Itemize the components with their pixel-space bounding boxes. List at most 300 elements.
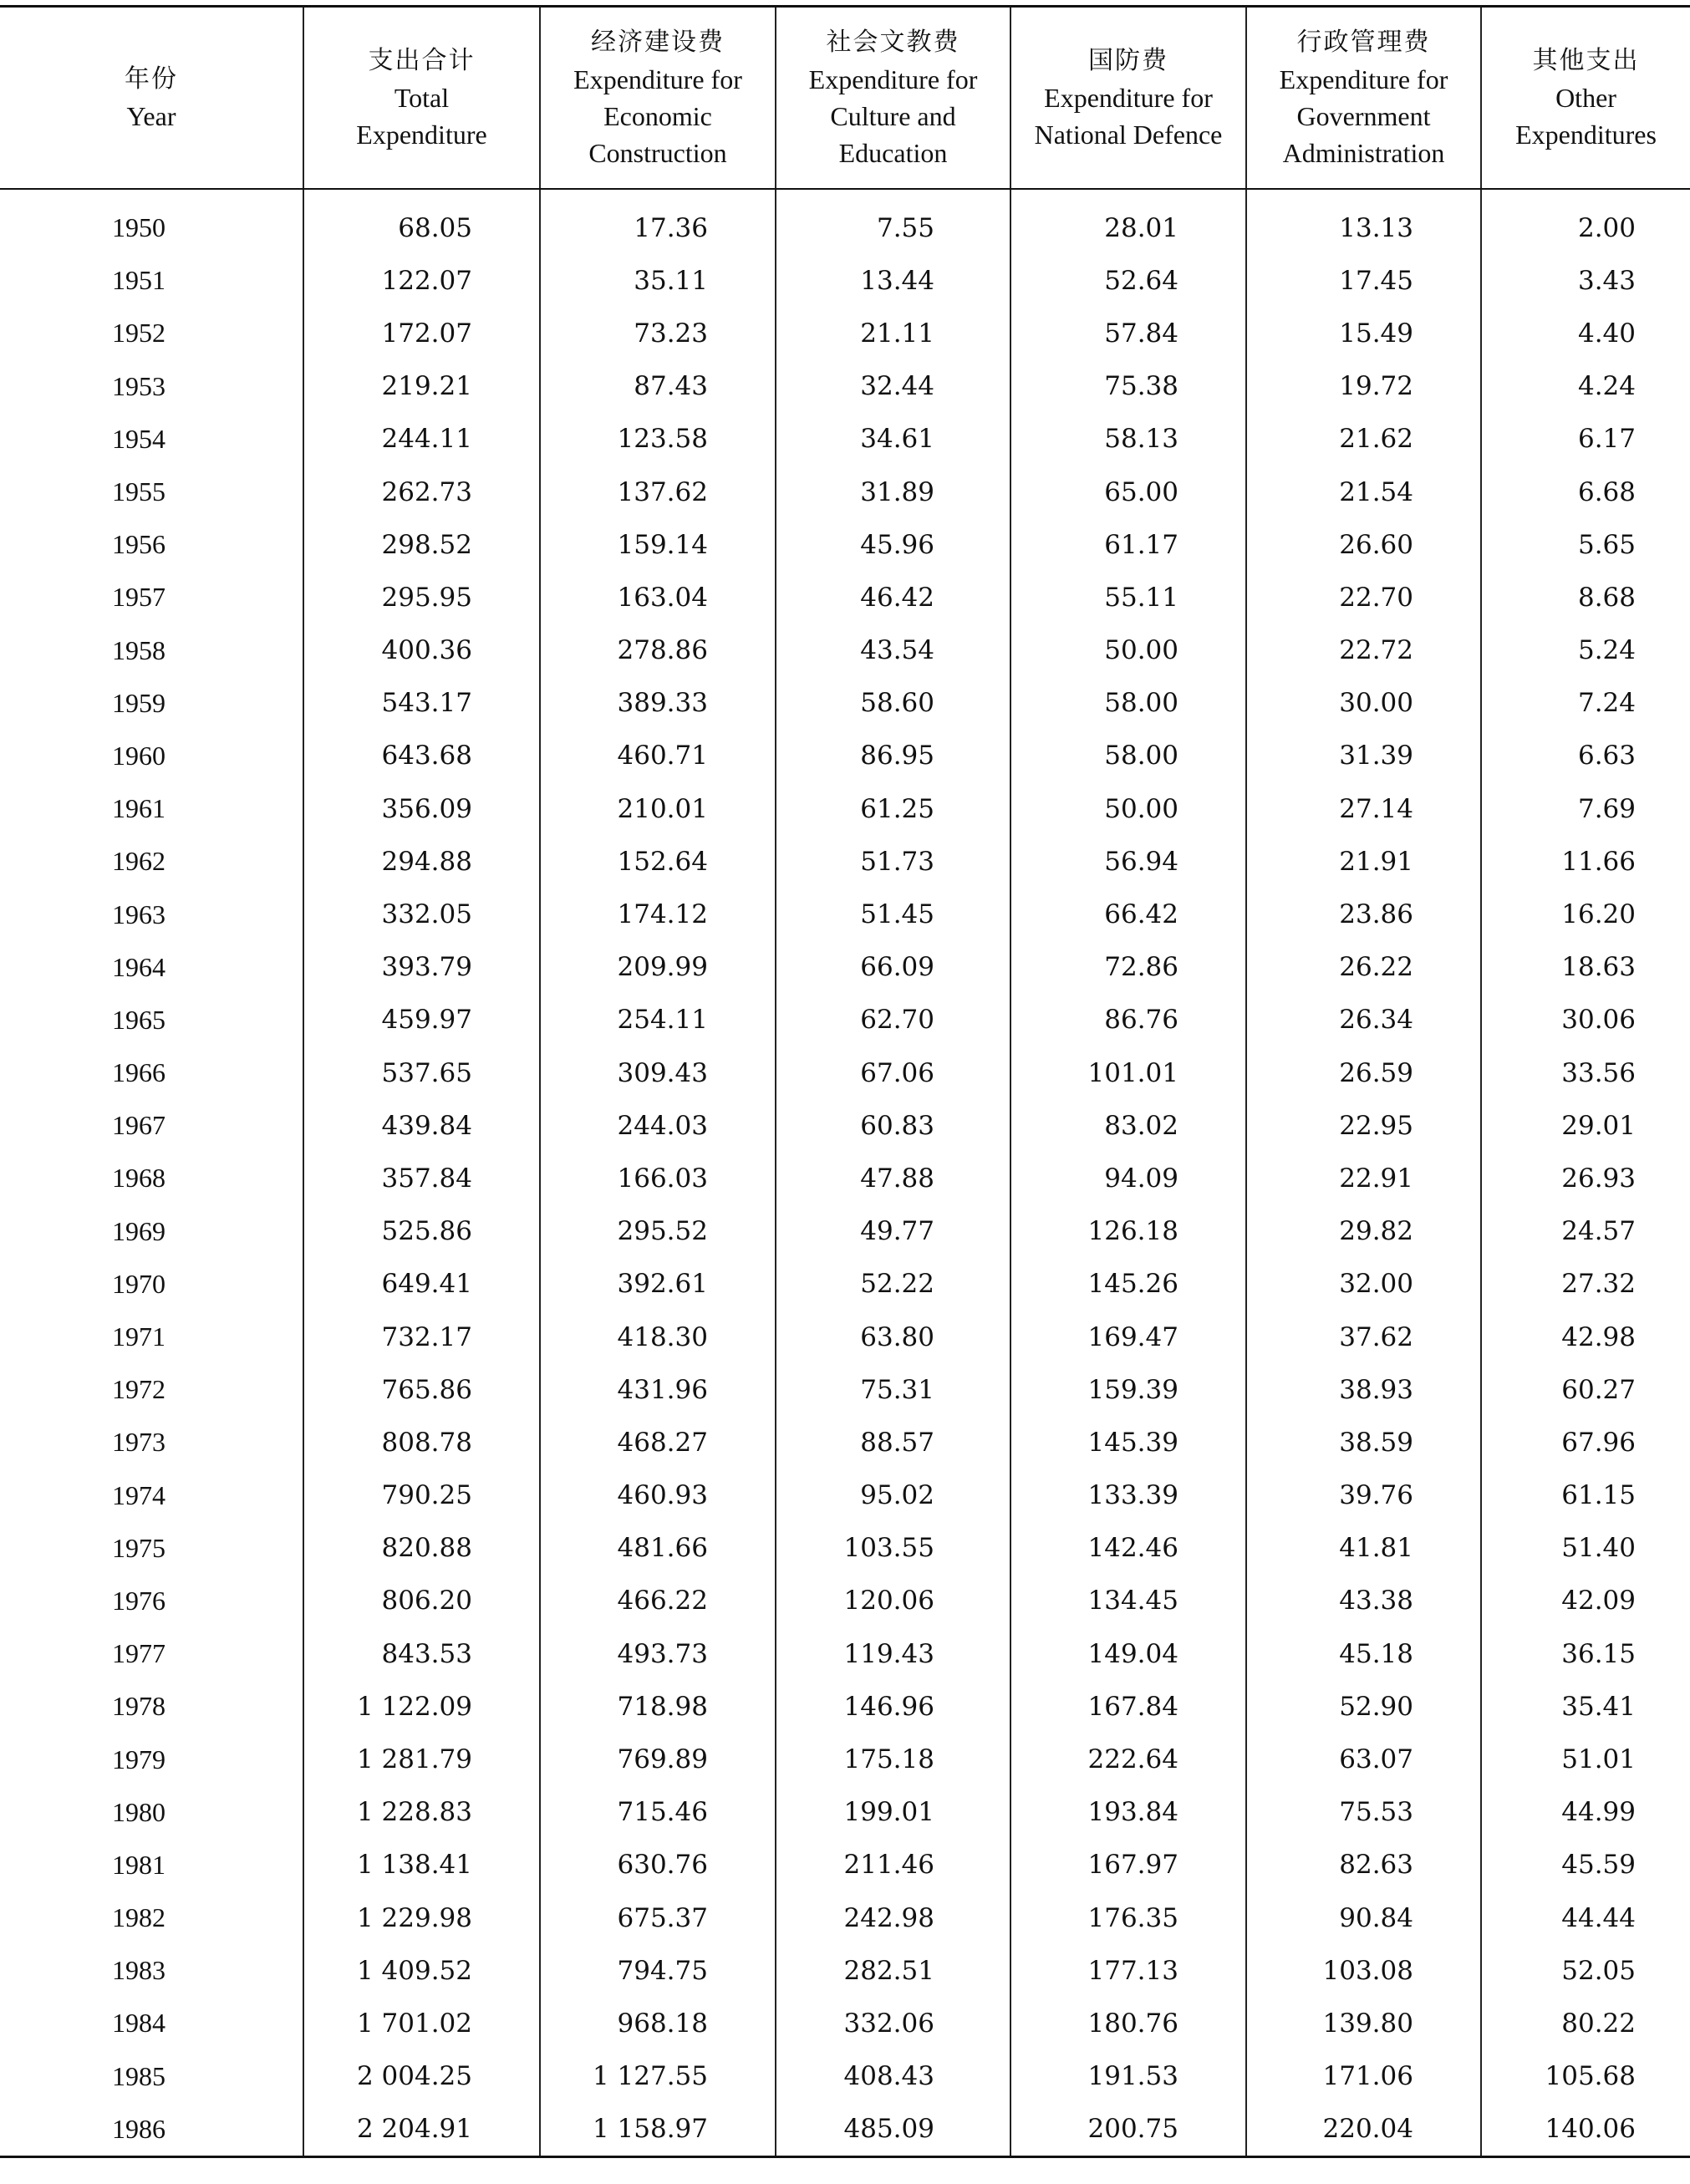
culture-cell: 13.44 [776, 254, 1010, 307]
admin-cell: 23.86 [1246, 888, 1481, 940]
table-row [0, 1891, 1690, 1944]
culture-cell: 75.31 [776, 1363, 1010, 1416]
table-row [0, 254, 1690, 307]
other-cell: 42.09 [1481, 1575, 1690, 1627]
header-other [1481, 7, 1690, 190]
other-cell: 51.01 [1481, 1733, 1690, 1785]
year-cell: 1976 [112, 1585, 165, 1616]
admin-cell: 37.62 [1246, 1311, 1481, 1363]
table-row [0, 782, 1690, 835]
defence-cell: 83.02 [1010, 1099, 1246, 1152]
admin-cell: 45.18 [1246, 1627, 1481, 1680]
header-other-en-1: Other [1555, 83, 1616, 113]
header-total-en-1: Total [394, 83, 450, 113]
year-cell: 1956 [112, 529, 165, 560]
total-cell: 543.17 [303, 677, 540, 730]
total-cell: 1 228.83 [303, 1786, 540, 1839]
year-cell: 1983 [112, 1955, 165, 1986]
culture-cell: 103.55 [776, 1522, 1010, 1575]
other-cell: 51.40 [1481, 1522, 1690, 1575]
defence-cell: 222.64 [1010, 1733, 1246, 1785]
year-cell: 1965 [112, 1004, 165, 1035]
economic-cell: 466.22 [540, 1575, 776, 1627]
table-row [0, 413, 1690, 466]
culture-cell: 45.96 [776, 518, 1010, 571]
economic-cell: 460.71 [540, 730, 776, 782]
defence-cell: 55.11 [1010, 571, 1246, 624]
culture-cell: 47.88 [776, 1152, 1010, 1204]
header-year [0, 7, 303, 190]
defence-cell: 167.97 [1010, 1839, 1246, 1891]
table-row [0, 677, 1690, 730]
year-cell: 1972 [112, 1374, 165, 1405]
economic-cell: 1 158.97 [540, 2103, 776, 2157]
year-cell: 1961 [112, 793, 165, 824]
culture-cell: 31.89 [776, 466, 1010, 518]
economic-cell: 254.11 [540, 994, 776, 1046]
culture-cell: 61.25 [776, 782, 1010, 835]
header-culture [776, 7, 1010, 190]
economic-cell: 1 127.55 [540, 2050, 776, 2103]
total-cell: 357.84 [303, 1152, 540, 1204]
economic-cell: 295.52 [540, 1205, 776, 1258]
admin-cell: 22.91 [1246, 1152, 1481, 1204]
economic-cell: 309.43 [540, 1046, 776, 1099]
header-culture-en-2: Culture and [830, 101, 956, 131]
year-cell: 1950 [112, 212, 165, 243]
other-cell: 42.98 [1481, 1311, 1690, 1363]
admin-cell: 171.06 [1246, 2050, 1481, 2103]
table-row [0, 2103, 1690, 2157]
culture-cell: 51.45 [776, 888, 1010, 940]
total-cell: 525.86 [303, 1205, 540, 1258]
defence-cell: 180.76 [1010, 1997, 1246, 2049]
year-cell: 1973 [112, 1427, 165, 1458]
admin-cell: 75.53 [1246, 1786, 1481, 1839]
admin-cell: 52.90 [1246, 1680, 1481, 1733]
admin-cell: 32.00 [1246, 1258, 1481, 1311]
economic-cell: 73.23 [540, 307, 776, 359]
total-cell: 808.78 [303, 1416, 540, 1469]
admin-cell: 220.04 [1246, 2103, 1481, 2157]
total-cell: 732.17 [303, 1311, 540, 1363]
year-cell: 1974 [112, 1479, 165, 1510]
header-total-zh: 支出合计 [368, 46, 476, 75]
other-cell: 27.32 [1481, 1258, 1690, 1311]
culture-cell: 119.43 [776, 1627, 1010, 1680]
table-row [0, 994, 1690, 1046]
table-row [0, 1522, 1690, 1575]
year-cell: 1962 [112, 846, 165, 877]
table-row [0, 1839, 1690, 1891]
total-cell: 294.88 [303, 835, 540, 888]
table-row [0, 571, 1690, 624]
culture-cell: 21.11 [776, 307, 1010, 359]
culture-cell: 52.22 [776, 1258, 1010, 1311]
culture-cell: 7.55 [776, 189, 1010, 254]
table-row [0, 941, 1690, 994]
header-culture-zh: 社会文教费 [826, 28, 960, 57]
year-cell: 1959 [112, 687, 165, 718]
total-cell: 1 138.41 [303, 1839, 540, 1891]
total-cell: 806.20 [303, 1575, 540, 1627]
defence-cell: 169.47 [1010, 1311, 1246, 1363]
economic-cell: 152.64 [540, 835, 776, 888]
header-row [0, 7, 1690, 190]
other-cell: 4.40 [1481, 307, 1690, 359]
economic-cell: 418.30 [540, 1311, 776, 1363]
admin-cell: 26.59 [1246, 1046, 1481, 1099]
year-cell: 1980 [112, 1796, 165, 1827]
other-cell: 44.99 [1481, 1786, 1690, 1839]
other-cell: 18.63 [1481, 941, 1690, 994]
culture-cell: 49.77 [776, 1205, 1010, 1258]
culture-cell: 58.60 [776, 677, 1010, 730]
defence-cell: 176.35 [1010, 1891, 1246, 1944]
other-cell: 30.06 [1481, 994, 1690, 1046]
economic-cell: 244.03 [540, 1099, 776, 1152]
year-cell: 1951 [112, 265, 165, 296]
year-cell: 1986 [0, 2103, 303, 2157]
other-cell: 45.59 [1481, 1839, 1690, 1891]
total-cell: 1 229.98 [303, 1891, 540, 1944]
admin-cell: 22.70 [1246, 571, 1481, 624]
admin-cell: 19.72 [1246, 360, 1481, 413]
admin-cell: 41.81 [1246, 1522, 1481, 1575]
culture-cell: 242.98 [776, 1891, 1010, 1944]
culture-cell: 46.42 [776, 571, 1010, 624]
defence-cell: 167.84 [1010, 1680, 1246, 1733]
total-cell: 439.84 [303, 1099, 540, 1152]
table-row [0, 1363, 1690, 1416]
total-cell: 820.88 [303, 1522, 540, 1575]
culture-cell: 67.06 [776, 1046, 1010, 1099]
total-cell: 649.41 [303, 1258, 540, 1311]
table-row [0, 1099, 1690, 1152]
table-row [0, 1575, 1690, 1627]
total-cell: 393.79 [303, 941, 540, 994]
year-cell: 1954 [112, 423, 165, 454]
defence-cell: 191.53 [1010, 2050, 1246, 2103]
admin-cell: 29.82 [1246, 1205, 1481, 1258]
admin-cell: 103.08 [1246, 1944, 1481, 1997]
total-cell: 122.07 [303, 254, 540, 307]
total-cell: 790.25 [303, 1469, 540, 1522]
total-cell: 400.36 [303, 624, 540, 677]
table-row [0, 1416, 1690, 1469]
economic-cell: 174.12 [540, 888, 776, 940]
defence-cell: 66.42 [1010, 888, 1246, 940]
table-row [0, 730, 1690, 782]
economic-cell: 166.03 [540, 1152, 776, 1204]
admin-cell: 63.07 [1246, 1733, 1481, 1785]
year-cell: 1985 [112, 2060, 165, 2091]
culture-cell: 62.70 [776, 994, 1010, 1046]
admin-cell: 31.39 [1246, 730, 1481, 782]
header-total [303, 7, 540, 190]
year-cell: 1967 [112, 1110, 165, 1141]
culture-cell: 51.73 [776, 835, 1010, 888]
admin-cell: 21.91 [1246, 835, 1481, 888]
admin-cell: 38.59 [1246, 1416, 1481, 1469]
culture-cell: 146.96 [776, 1680, 1010, 1733]
table-row [0, 1046, 1690, 1099]
economic-cell: 769.89 [540, 1733, 776, 1785]
other-cell: 16.20 [1481, 888, 1690, 940]
defence-cell: 28.01 [1010, 189, 1246, 254]
other-cell: 140.06 [1481, 2103, 1690, 2157]
economic-cell: 794.75 [540, 1944, 776, 1997]
total-cell: 1 409.52 [303, 1944, 540, 1997]
culture-cell: 32.44 [776, 360, 1010, 413]
total-cell: 459.97 [303, 994, 540, 1046]
defence-cell: 50.00 [1010, 624, 1246, 677]
year-cell: 1979 [112, 1744, 165, 1774]
culture-cell: 332.06 [776, 1997, 1010, 2049]
other-cell: 5.24 [1481, 624, 1690, 677]
table-row [0, 888, 1690, 940]
culture-cell: 485.09 [776, 2103, 1010, 2157]
economic-cell: 481.66 [540, 1522, 776, 1575]
other-cell: 11.66 [1481, 835, 1690, 888]
defence-cell: 58.00 [1010, 730, 1246, 782]
table-row [0, 1997, 1690, 2049]
table-row [0, 1786, 1690, 1839]
defence-cell: 142.46 [1010, 1522, 1246, 1575]
header-economic-en-3: Construction [588, 138, 727, 168]
total-cell: 219.21 [303, 360, 540, 413]
culture-cell: 66.09 [776, 941, 1010, 994]
culture-cell: 282.51 [776, 1944, 1010, 1997]
economic-cell: 715.46 [540, 1786, 776, 1839]
defence-cell: 56.94 [1010, 835, 1246, 888]
economic-cell: 718.98 [540, 1680, 776, 1733]
defence-cell: 177.13 [1010, 1944, 1246, 1997]
table-body [0, 189, 1690, 2156]
defence-cell: 72.86 [1010, 941, 1246, 994]
admin-cell: 21.62 [1246, 413, 1481, 466]
economic-cell: 968.18 [540, 1997, 776, 2049]
admin-cell: 30.00 [1246, 677, 1481, 730]
defence-cell: 75.38 [1010, 360, 1246, 413]
total-cell: 1 701.02 [303, 1997, 540, 2049]
expenditure-table [0, 5, 1690, 2158]
total-cell: 262.73 [303, 466, 540, 518]
economic-cell: 123.58 [540, 413, 776, 466]
economic-cell: 493.73 [540, 1627, 776, 1680]
defence-cell: 145.39 [1010, 1416, 1246, 1469]
other-cell: 60.27 [1481, 1363, 1690, 1416]
admin-cell: 139.80 [1246, 1997, 1481, 2049]
economic-cell: 210.01 [540, 782, 776, 835]
culture-cell: 211.46 [776, 1839, 1010, 1891]
table-row [0, 307, 1690, 359]
total-cell: 332.05 [303, 888, 540, 940]
other-cell: 80.22 [1481, 1997, 1690, 2049]
year-cell: 1982 [112, 1902, 165, 1933]
total-cell: 295.95 [303, 571, 540, 624]
other-cell: 61.15 [1481, 1469, 1690, 1522]
economic-cell: 389.33 [540, 677, 776, 730]
table-row [0, 1680, 1690, 1733]
defence-cell: 58.13 [1010, 413, 1246, 466]
table-row [0, 1152, 1690, 1204]
admin-cell: 15.49 [1246, 307, 1481, 359]
other-cell: 4.24 [1481, 360, 1690, 413]
header-other-en-2: Expenditures [1515, 120, 1657, 150]
culture-cell: 408.43 [776, 2050, 1010, 2103]
year-cell: 1970 [112, 1268, 165, 1299]
economic-cell: 468.27 [540, 1416, 776, 1469]
culture-cell: 34.61 [776, 413, 1010, 466]
year-cell: 1977 [112, 1638, 165, 1669]
defence-cell: 126.18 [1010, 1205, 1246, 1258]
admin-cell: 26.34 [1246, 994, 1481, 1046]
other-cell: 52.05 [1481, 1944, 1690, 1997]
admin-cell: 39.76 [1246, 1469, 1481, 1522]
defence-cell: 133.39 [1010, 1469, 1246, 1522]
table-row [0, 1258, 1690, 1311]
economic-cell: 630.76 [540, 1839, 776, 1891]
admin-cell: 21.54 [1246, 466, 1481, 518]
header-admin-zh: 行政管理费 [1296, 28, 1431, 57]
culture-cell: 175.18 [776, 1733, 1010, 1785]
total-cell: 1 281.79 [303, 1733, 540, 1785]
economic-cell: 35.11 [540, 254, 776, 307]
other-cell: 7.24 [1481, 677, 1690, 730]
header-other-zh: 其他支出 [1532, 46, 1640, 75]
admin-cell: 82.63 [1246, 1839, 1481, 1891]
economic-cell: 137.62 [540, 466, 776, 518]
economic-cell: 278.86 [540, 624, 776, 677]
total-cell: 172.07 [303, 307, 540, 359]
economic-cell: 431.96 [540, 1363, 776, 1416]
year-cell: 1952 [112, 318, 165, 349]
year-cell: 1964 [112, 951, 165, 982]
defence-cell: 52.64 [1010, 254, 1246, 307]
header-economic-zh: 经济建设费 [591, 28, 725, 57]
header-defence-en-2: National Defence [1034, 120, 1223, 150]
defence-cell: 159.39 [1010, 1363, 1246, 1416]
other-cell: 105.68 [1481, 2050, 1690, 2103]
table-row [0, 518, 1690, 571]
total-cell: 1 122.09 [303, 1680, 540, 1733]
table-row [0, 466, 1690, 518]
total-cell: 537.65 [303, 1046, 540, 1099]
header-year-en: Year [126, 101, 176, 131]
culture-cell: 86.95 [776, 730, 1010, 782]
total-cell: 2 204.91 [303, 2103, 540, 2157]
total-cell: 2 004.25 [303, 2050, 540, 2103]
defence-cell: 50.00 [1010, 782, 1246, 835]
total-cell: 356.09 [303, 782, 540, 835]
culture-cell: 43.54 [776, 624, 1010, 677]
economic-cell: 87.43 [540, 360, 776, 413]
total-cell: 765.86 [303, 1363, 540, 1416]
table-row [0, 624, 1690, 677]
other-cell: 44.44 [1481, 1891, 1690, 1944]
table-row [0, 360, 1690, 413]
header-year-zh: 年份 [125, 64, 178, 94]
other-cell: 35.41 [1481, 1680, 1690, 1733]
year-cell: 1955 [112, 476, 165, 507]
other-cell: 26.93 [1481, 1152, 1690, 1204]
culture-cell: 63.80 [776, 1311, 1010, 1363]
header-admin-en-1: Expenditure for [1279, 64, 1448, 94]
total-cell: 298.52 [303, 518, 540, 571]
economic-cell: 209.99 [540, 941, 776, 994]
economic-cell: 159.14 [540, 518, 776, 571]
admin-cell: 17.45 [1246, 254, 1481, 307]
economic-cell: 675.37 [540, 1891, 776, 1944]
culture-cell: 60.83 [776, 1099, 1010, 1152]
year-cell: 1975 [112, 1532, 165, 1563]
header-economic-en-1: Expenditure for [573, 64, 742, 94]
table-row [0, 1469, 1690, 1522]
table-row [0, 1733, 1690, 1785]
other-cell: 8.68 [1481, 571, 1690, 624]
admin-cell: 22.72 [1246, 624, 1481, 677]
total-cell: 244.11 [303, 413, 540, 466]
header-admin-en-2: Government [1296, 101, 1431, 131]
defence-cell: 101.01 [1010, 1046, 1246, 1099]
defence-cell: 86.76 [1010, 994, 1246, 1046]
admin-cell: 26.22 [1246, 941, 1481, 994]
year-cell: 1968 [112, 1163, 165, 1194]
table-row [0, 189, 1690, 254]
table-row [0, 1205, 1690, 1258]
header-admin [1246, 7, 1481, 190]
year-cell: 1963 [112, 899, 165, 929]
admin-cell: 13.13 [1246, 189, 1481, 254]
year-cell: 1971 [112, 1321, 165, 1352]
economic-cell: 460.93 [540, 1469, 776, 1522]
header-total-en-2: Expenditure [356, 120, 487, 150]
table-header [0, 7, 1690, 190]
year-cell: 1969 [112, 1215, 165, 1246]
year-cell: 1960 [112, 740, 165, 771]
other-cell: 33.56 [1481, 1046, 1690, 1099]
admin-cell: 43.38 [1246, 1575, 1481, 1627]
other-cell: 6.17 [1481, 413, 1690, 466]
other-cell: 5.65 [1481, 518, 1690, 571]
culture-cell: 120.06 [776, 1575, 1010, 1627]
defence-cell: 145.26 [1010, 1258, 1246, 1311]
culture-cell: 88.57 [776, 1416, 1010, 1469]
table-row [0, 1944, 1690, 1997]
other-cell: 2.00 [1481, 189, 1690, 254]
table-row [0, 2050, 1690, 2103]
defence-cell: 58.00 [1010, 677, 1246, 730]
header-defence-en-1: Expenditure for [1044, 83, 1213, 113]
admin-cell: 27.14 [1246, 782, 1481, 835]
culture-cell: 199.01 [776, 1786, 1010, 1839]
defence-cell: 134.45 [1010, 1575, 1246, 1627]
other-cell: 3.43 [1481, 254, 1690, 307]
other-cell: 24.57 [1481, 1205, 1690, 1258]
table-row [0, 835, 1690, 888]
economic-cell: 163.04 [540, 571, 776, 624]
year-cell: 1958 [112, 634, 165, 665]
culture-cell: 95.02 [776, 1469, 1010, 1522]
header-admin-en-3: Administration [1282, 138, 1445, 168]
defence-cell: 149.04 [1010, 1627, 1246, 1680]
other-cell: 67.96 [1481, 1416, 1690, 1469]
defence-cell: 65.00 [1010, 466, 1246, 518]
admin-cell: 38.93 [1246, 1363, 1481, 1416]
header-defence [1010, 7, 1246, 190]
other-cell: 6.68 [1481, 466, 1690, 518]
